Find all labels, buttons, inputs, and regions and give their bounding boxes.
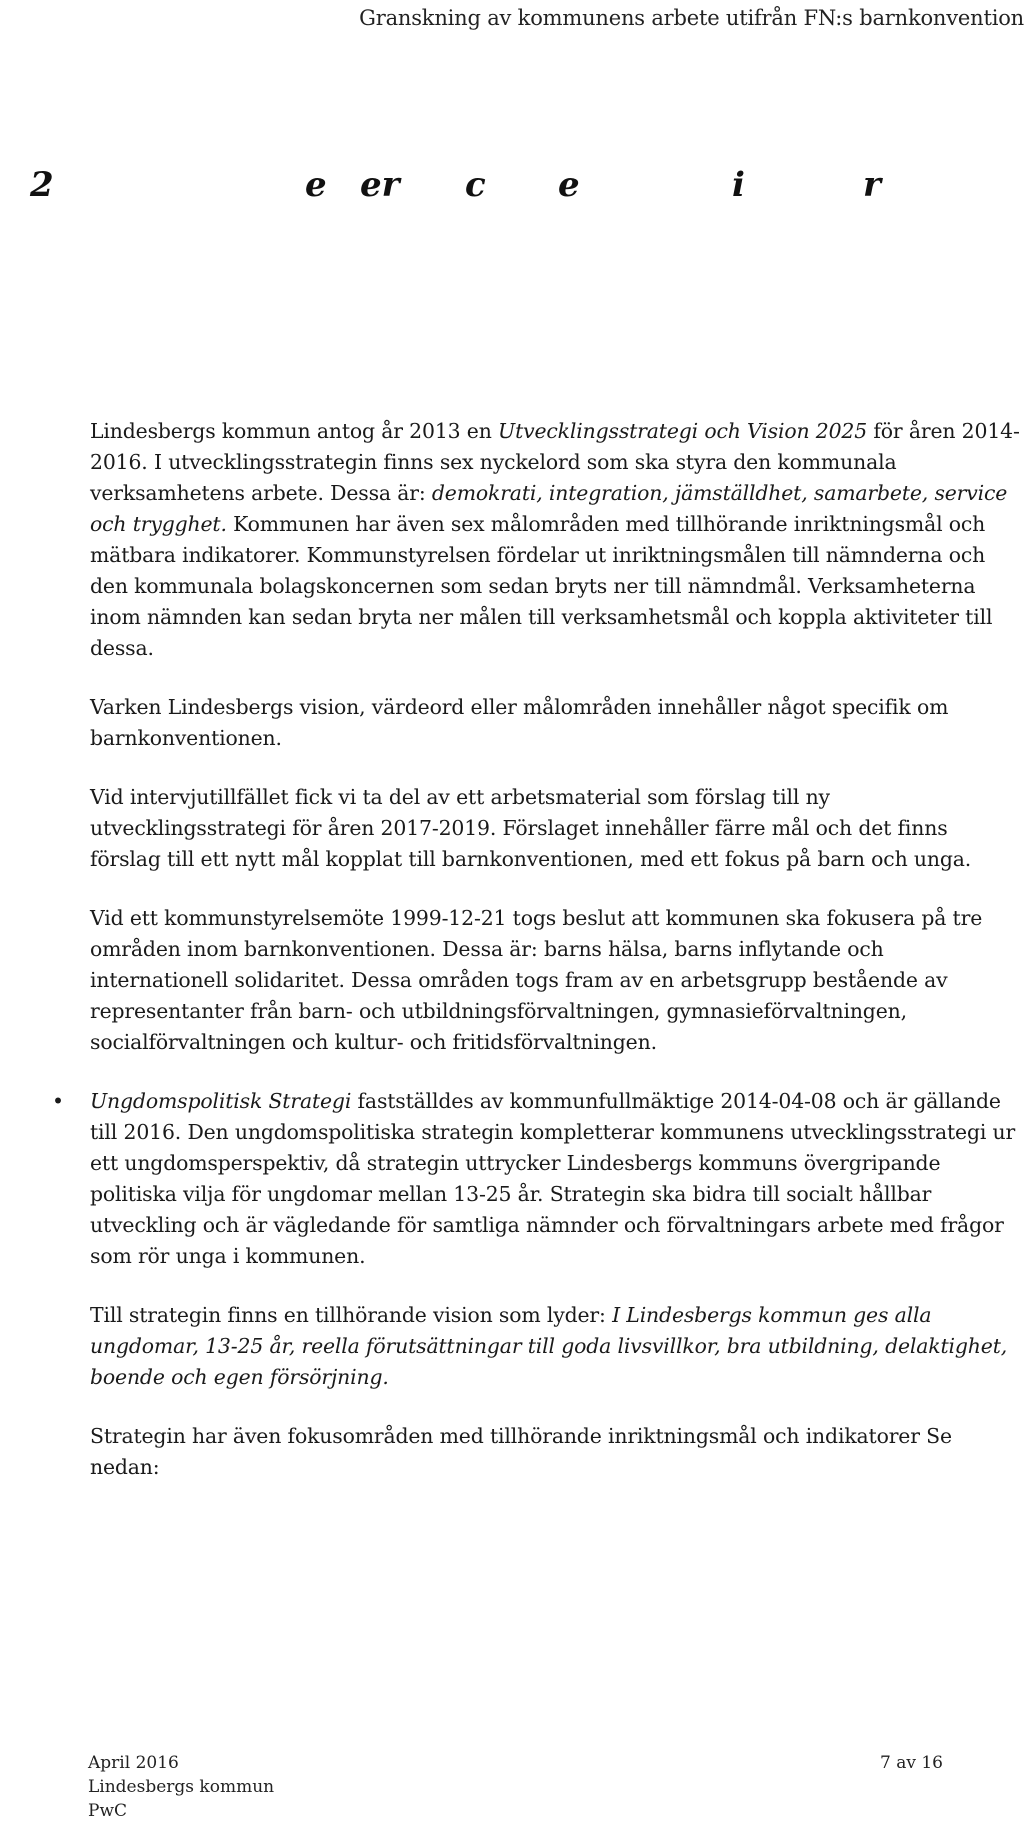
text-run: Kommunen har även sex målområden med tillhörande inriktningsmål och mätbara indikatorer. Kommunstyrelsen fördelar ut inriktningsmålen till nämnderna och den kommunala bolagskoncernen som sedan bryts ner till nämndmål. Verksamheterna inom nämnden kan sedan bryta ner målen till verksamhetsmål och koppla aktiviteter till dessa. [90, 512, 993, 660]
paragraph: Vid ett kommunstyrelsemöte 1999-12-21 togs beslut att kommunen ska fokusera på tre områden inom barnkonventionen. Dessa är: barns hälsa, barns inflytande och internationell solidaritet. Dessa områden togs fram av en arbetsgrupp bestående av representanter från barn- och utbildningsförvaltningen, gymnasieförvaltningen, socialförvaltningen och kultur- och fritidsförvaltningen. [90, 906, 983, 1054]
text-run: Till strategin finns en tillhörande vision som lyder: [90, 1303, 613, 1327]
vision-quote: I Lindesbergs kommun ges alla ungdomar, 13-25 år, reella förutsättningar till goda livsvillkor, bra utbildning, delaktighet, boende och egen försörjning. [90, 1303, 1008, 1389]
section-number: 2 [30, 165, 54, 205]
heading-fragment: e [305, 165, 327, 205]
footer-organization: Lindesbergs kommun [88, 1777, 275, 1797]
footer-firm: PwC [88, 1801, 127, 1821]
heading-fragment: i [732, 165, 745, 205]
body-text [52, 416, 1022, 1511]
paragraph: Strategin har även fokusområden med tillhörande inriktningsmål och indikatorer Se nedan: [90, 1424, 952, 1479]
bullet-item [52, 1086, 1022, 1272]
section-heading [0, 165, 1024, 205]
document-title: Utvecklingsstrategi och Vision 2025 [498, 419, 868, 443]
paragraph: Vid intervjutillfället fick vi ta del av ett arbetsmaterial som förslag till ny utvecklingsstrategi för åren 2017-2019. Förslaget innehåller färre mål och det finns förslag till ett nytt mål kopplat till barnkonventionen, med ett fokus på barn och unga. [90, 785, 972, 871]
heading-fragment: c [465, 165, 486, 205]
strategy-title: Ungdomspolitisk Strategi [90, 1089, 352, 1113]
paragraph [90, 416, 1022, 664]
bullet-marker: • [52, 1089, 64, 1113]
running-header: Granskning av kommunens arbete utifrån FN:s barnkonvention [359, 6, 1024, 30]
heading-fragment: e [558, 165, 580, 205]
paragraph: Varken Lindesbergs vision, värdeord eller målområden innehåller något specifik om barnkonventionen. [90, 695, 949, 750]
paragraph [90, 1300, 1022, 1393]
heading-fragment: er [360, 165, 400, 205]
heading-fragment: r [863, 165, 881, 205]
footer-date: April 2016 [88, 1753, 179, 1773]
text-run: Lindesbergs kommun antog år 2013 en [90, 419, 499, 443]
footer-info [88, 1751, 274, 1823]
keyword-list: demokrati, integration, jämställdhet, samarbete, service och trygghet. [90, 481, 1008, 536]
text-run: för åren 2014-2016. I utvecklingsstrategin finns sex nyckelord som ska styra den kommunala verksamhetens arbete. Dessa är: [90, 419, 1020, 505]
text-run: fastställdes av kommunfullmäktige 2014-04-08 och är gällande till 2016. Den ungdomspolitiska strategin kompletterar kommunens utvecklingsstrategi ur ett ungdomsperspektiv, då strategin uttrycker Lindesbergs kommuns övergripande politiska vilja för ungdomar mellan 13-25 år. Strategin ska bidra till socialt hållbar utveckling och är vägledande för samtliga nämnder och förvaltningars arbete med frågor som rör unga i kommunen. [90, 1089, 1016, 1268]
page-number: 7 av 16 [880, 1753, 943, 1773]
